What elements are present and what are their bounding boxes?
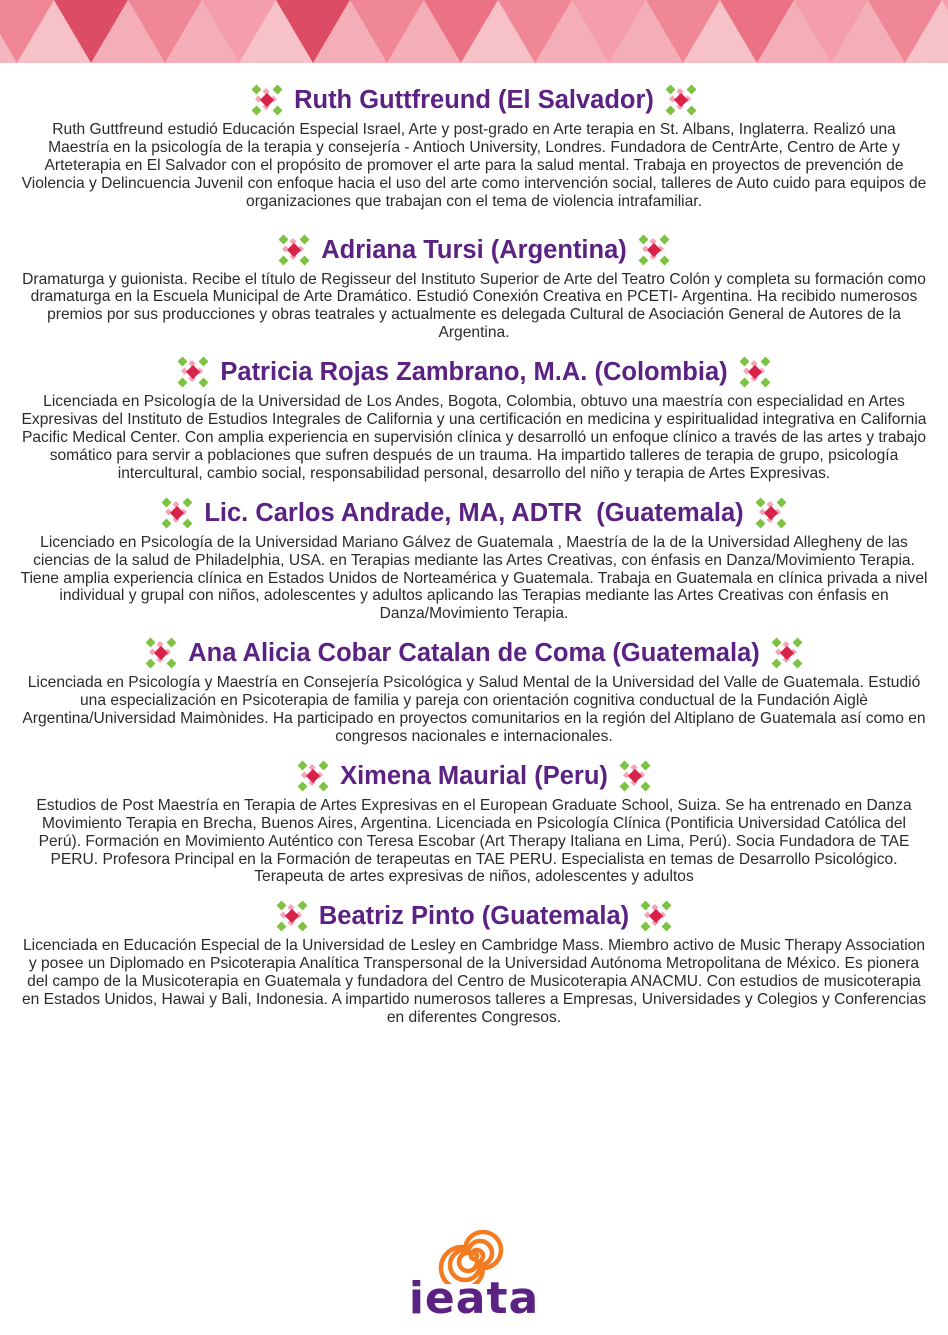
bio-heading: [20, 759, 928, 793]
cross-stitch-diamond-icon: [176, 355, 210, 389]
cross-stitch-diamond-icon: [618, 759, 652, 793]
bio-name: Beatriz Pinto (Guatemala): [318, 902, 630, 931]
bio-description: Licenciado en Psicología de la Universidad Mariano Gálvez de Guatemala , Maestría de la de la Universidad Allegheny de las ciencias de la salud de Philadelphia, USA. en Terapias mediante las Artes Creativas, con énfasis en Danza/Movimiento Terapia. Tiene amplia experiencia clínica en Estados Unidos de Norteamérica y Guatemala. Trabaja en Guatemala en clínica privada a nivel individual y grupal con niños, adolescentes y adultos aplicando las Terapias mediante las Artes Creativas con énfasis en Danza/Movimiento Terapia.: [20, 533, 928, 623]
bio-entry: [20, 83, 928, 211]
bio-description: Licenciada en Educación Especial de la Universidad de Lesley en Cambridge Mass. Miembro activo de Music Therapy Association y posee un Diplomado en Psicoterapia Analítica Transpersonal de la Universidad Autónoma Metropolitana de México. Es pionera del campo de la Musicoterapia en Guatemala y fundadora del Centro de Musicoterapia ANACMU. Con estudios de musicoterapia en Estados Unidos, Hawai y Bali, Indonesia. A impartido numerosos talleres a Empresas, Universidades y Colegios y Conferencias en diferentes Congresos.: [21, 937, 927, 1026]
bio-heading: [20, 496, 928, 530]
bio-list: [20, 83, 928, 1040]
cross-stitch-diamond-icon: [275, 899, 309, 933]
cross-stitch-diamond-icon: [639, 899, 673, 933]
bio-name: Adriana Tursi (Argentina): [321, 235, 627, 264]
cross-stitch-diamond-icon: [770, 636, 804, 670]
cross-stitch-diamond-icon: [664, 83, 698, 117]
bio-heading: [20, 355, 928, 389]
decorative-triangle-banner: [0, 0, 948, 63]
bio-heading: [20, 636, 928, 670]
cross-stitch-diamond-icon: [754, 496, 788, 530]
bio-entry: [20, 233, 928, 343]
bio-name: Lic. Carlos Andrade, MA, ADTR (Guatemala): [204, 498, 744, 527]
cross-stitch-diamond-icon: [296, 759, 330, 793]
cross-stitch-diamond-icon: [144, 636, 178, 670]
cross-stitch-diamond-icon: [250, 83, 284, 117]
bio-description: Dramaturga y guionista. Recibe el título de Regisseur del Instituto Superior de Arte del Teatro Colón y completa su formación como dramaturga en la Escuela Municipal de Arte Dramático. Estudió Conexión Creativa en PCETI- Argentina. Ha recibido numerosos premios por sus producciones y obras teatrales y actualmente es delegada Cultural de Asociación General de Autores de la Argentina.: [22, 270, 926, 342]
cross-stitch-diamond-icon: [160, 496, 194, 530]
bio-name: Patricia Rojas Zambrano, M.A. (Colombia): [220, 358, 728, 387]
bio-description: Licenciada en Psicología y Maestría en Consejería Psicológica y Salud Mental de la Universidad del Valle de Guatemala. Estudió una especialización en Psicoterapia de familia y pareja con orientación cognitiva conductual de la Fundación Aiglè Argentina/Universidad Maimònides. Ha participado en proyectos comunitarios en la región del Altiplano de Guatemala así como en congresos nacionales e internacionales.: [22, 674, 926, 745]
cross-stitch-diamond-icon: [738, 355, 772, 389]
bio-description: Estudios de Post Maestría en Terapia de Artes Expresivas en el European Graduate School, Suiza. Se ha entrenado en Danza Movimiento Terapia en Brecha, Buenos Aires, Argentina. Licenciada en Psicología Clínica (Pontificia Universidad Católica del Perú). Formación en Movimiento Auténtico con Teresa Escobar (Art Therapy Italiana en Lima, Perú). Socia Fundadora de TAE PERU. Profesora Principal en la Formación de terapeutas en TAE PERU. Especialista en temas de Desarrollo Psicológico. Terapeuta de artes expresivas de niños, adolescentes y adultos: [36, 796, 912, 886]
bio-entry: [20, 636, 928, 746]
bio-entry: [20, 355, 928, 483]
bio-name: Ruth Guttfreund (El Salvador): [294, 86, 654, 114]
cross-stitch-diamond-icon: [277, 233, 311, 267]
bio-entry: [20, 759, 928, 887]
ieata-logo: [404, 1226, 544, 1326]
bio-entry: [20, 496, 928, 624]
logo-wordmark: ieata: [408, 1273, 540, 1324]
bio-heading: [20, 899, 928, 933]
bio-heading: [20, 233, 928, 267]
bio-heading: [20, 83, 928, 117]
bio-name: Ana Alicia Cobar Catalan de Coma (Guatemala): [188, 639, 760, 668]
bio-description: Ruth Guttfreund estudió Educación Especial Israel, Arte y post-grado en Arte terapia en St. Albans, Inglaterra. Realizó una Maestría en la psicología de la terapia y consejería - Antioch University, Londres. Fundadora de CentrArte, Centro de Arte y Arteterapia en El Salvador con el propósito de promover el arte para la salud mental. Trabaja en proyectos de prevención de Violencia y Delincuencia Juvenil con enfoque hacia el uso del arte como intervención social, talleres de Auto cuido para equipos de organizaciones que trabajan con el tema de violencia intrafamiliar.: [21, 121, 927, 210]
bio-entry: [20, 899, 928, 1027]
bio-description: Licenciada en Psicología de la Universidad de Los Andes, Bogota, Colombia, obtuvo una maestría con especialidad en Artes Expresivas del Instituto de Estudios Integrales de California y una certificación en medicina y espiritualidad integrativa en California Pacific Medical Center. Con amplia experiencia en supervisión clínica y desarrolló un enfoque clínico a través de las artes y trabajo somático para servir a poblaciones que sufren después de un trauma. Ha impartido talleres de terapia de grupo, psicología intercultural, cambio social, responsabilidad personal, desarrollo del niño y terapia de Artes Expresivas.: [21, 393, 927, 482]
cross-stitch-diamond-icon: [637, 233, 671, 267]
bio-name: Ximena Maurial (Peru): [340, 761, 608, 790]
